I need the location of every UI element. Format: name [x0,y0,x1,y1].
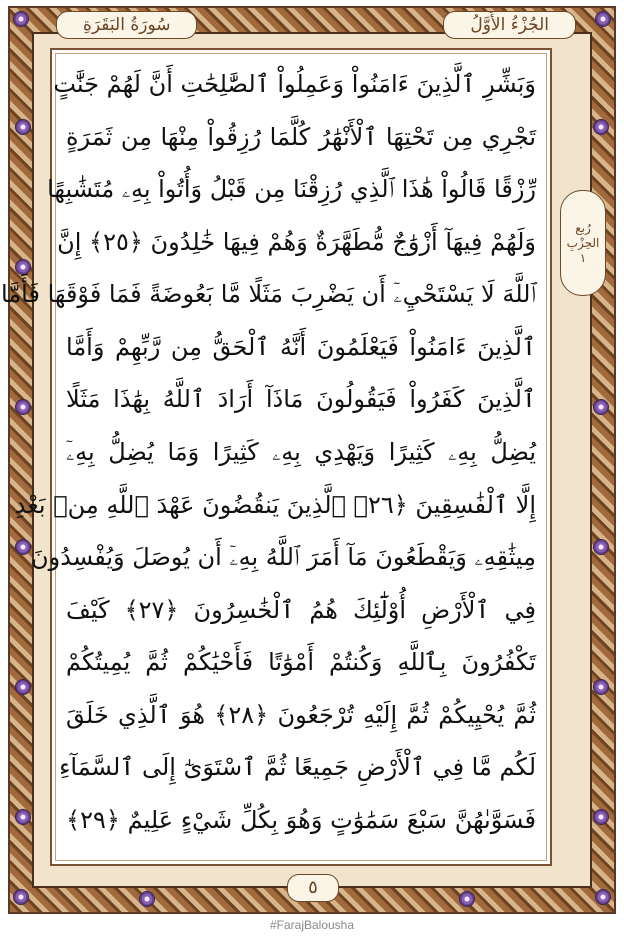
flower-ornament-icon [16,540,30,554]
flower-ornament-icon [460,892,474,906]
page-number: ٥ [287,874,339,902]
hizb-quarter-label: رُبع [575,220,591,235]
flower-ornament-icon [594,810,608,824]
text-line: ٱلَّذِينَ ءَامَنُواْ فَيَعْلَمُونَ أَنَّهُ ٱلْحَقُّ مِن رَّبِّهِمْ وَأَمَّا [66,332,536,361]
flower-ornament-icon [596,890,610,904]
flower-ornament-icon [140,892,154,906]
flower-ornament-icon [16,120,30,134]
text-line: تَكْفُرُونَ بِٱللَّهِ وَكُنتُمْ أَمْوَٰتًا فَأَحْيَٰكُمْ ثُمَّ يُمِيتُكُمْ [66,648,536,677]
flower-ornament-icon [594,120,608,134]
flower-ornament-icon [594,400,608,414]
hizb-number: ١ [579,250,587,265]
surah-title: سُورَةُ البَقَرَةِ [56,11,197,39]
hizb-marker [560,190,606,296]
flower-ornament-icon [594,680,608,694]
text-line: فَسَوَّىٰهُنَّ سَبْعَ سَمَٰوَٰتٍ وَهُوَ بِكُلِّ شَيْءٍ عَلِيمٌ ﴿٢٩﴾ [66,805,536,834]
watermark: #FarajBaloushа [269,918,355,932]
text-line: لَكُم مَّا فِي ٱلْأَرْضِ جَمِيعًا ثُمَّ ٱسْتَوَىٰٓ إِلَى ٱلسَّمَآءِ [59,753,536,782]
text-line: مِيثَٰقِهِۦ وَيَقْطَعُونَ مَآ أَمَرَ ٱللَّهُ بِهِۦٓ أَن يُوصَلَ وَيُفْسِدُونَ [31,543,536,572]
text-line: فِي ٱلْأَرْضِ أُوْلَٰٓئِكَ هُمُ ٱلْخَٰسِرُونَ ﴿٢٧﴾ كَيْفَ [66,595,536,624]
text-line: وَلَهُمْ فِيهَآ أَزْوَٰجٌ مُّطَهَّرَةٌ وَهُمْ فِيهَا خَٰلِدُونَ ﴿٢٥﴾ إِنَّ [57,227,536,256]
text-line: وَبَشِّرِ ٱلَّذِينَ ءَامَنُواْ وَعَمِلُواْ ٱلصَّٰلِحَٰتِ أَنَّ لَهُمْ جَنَّٰتٍ [53,70,536,98]
text-line: ٱلَّذِينَ كَفَرُواْ فَيَقُولُونَ مَاذَآ أَرَادَ ٱللَّهُ بِهَٰذَا مَثَلًا [66,385,536,414]
juz-title: الجُزْءُ الأَوَّلُ [443,11,576,39]
verse-lines [1,64,537,852]
page-header [56,10,576,40]
text-line: ٱللَّهَ لَا يَسْتَحْيِۦٓ أَن يَضْرِبَ مَثَلًا مَّا بَعُوضَةً فَمَا فَوْقَهَا فَأَمَّا [1,280,536,309]
flower-ornament-icon [594,540,608,554]
hizb-label: الحِزْبِ [566,235,600,250]
flower-ornament-icon [14,12,28,26]
quran-text-page [1,48,552,866]
flower-ornament-icon [16,680,30,694]
text-line: إِلَّا ٱلْفَٰسِقِينَ ﴿٢٦﴾ ٱلَّذِينَ يَنقُضُونَ عَهْدَ ٱللَّهِ مِنۢ بَعْدِ [14,490,536,519]
text-line: تَجْرِي مِن تَحْتِهَا ٱلْأَنْهَٰرُ كُلَّمَا رُزِقُواْ مِنْهَا مِن ثَمَرَةٍ [66,122,536,151]
flower-ornament-icon [16,400,30,414]
text-line: رِّزْقًا قَالُواْ هَٰذَا ٱلَّذِي رُزِقْنَا مِن قَبْلُ وَأُتُواْ بِهِۦ مُتَشَٰبِهًا [47,175,536,204]
flower-ornament-icon [16,260,30,274]
text-line: يُضِلُّ بِهِۦ كَثِيرًا وَيَهْدِي بِهِۦ كَثِيرًا وَمَا يُضِلُّ بِهِۦٓ [66,437,536,466]
flower-ornament-icon [16,810,30,824]
flower-ornament-icon [14,890,28,904]
text-line: ثُمَّ يُحْيِيكُمْ ثُمَّ إِلَيْهِ تُرْجَعُونَ ﴿٢٨﴾ هُوَ ٱلَّذِي خَلَقَ [66,700,537,729]
flower-ornament-icon [596,12,610,26]
